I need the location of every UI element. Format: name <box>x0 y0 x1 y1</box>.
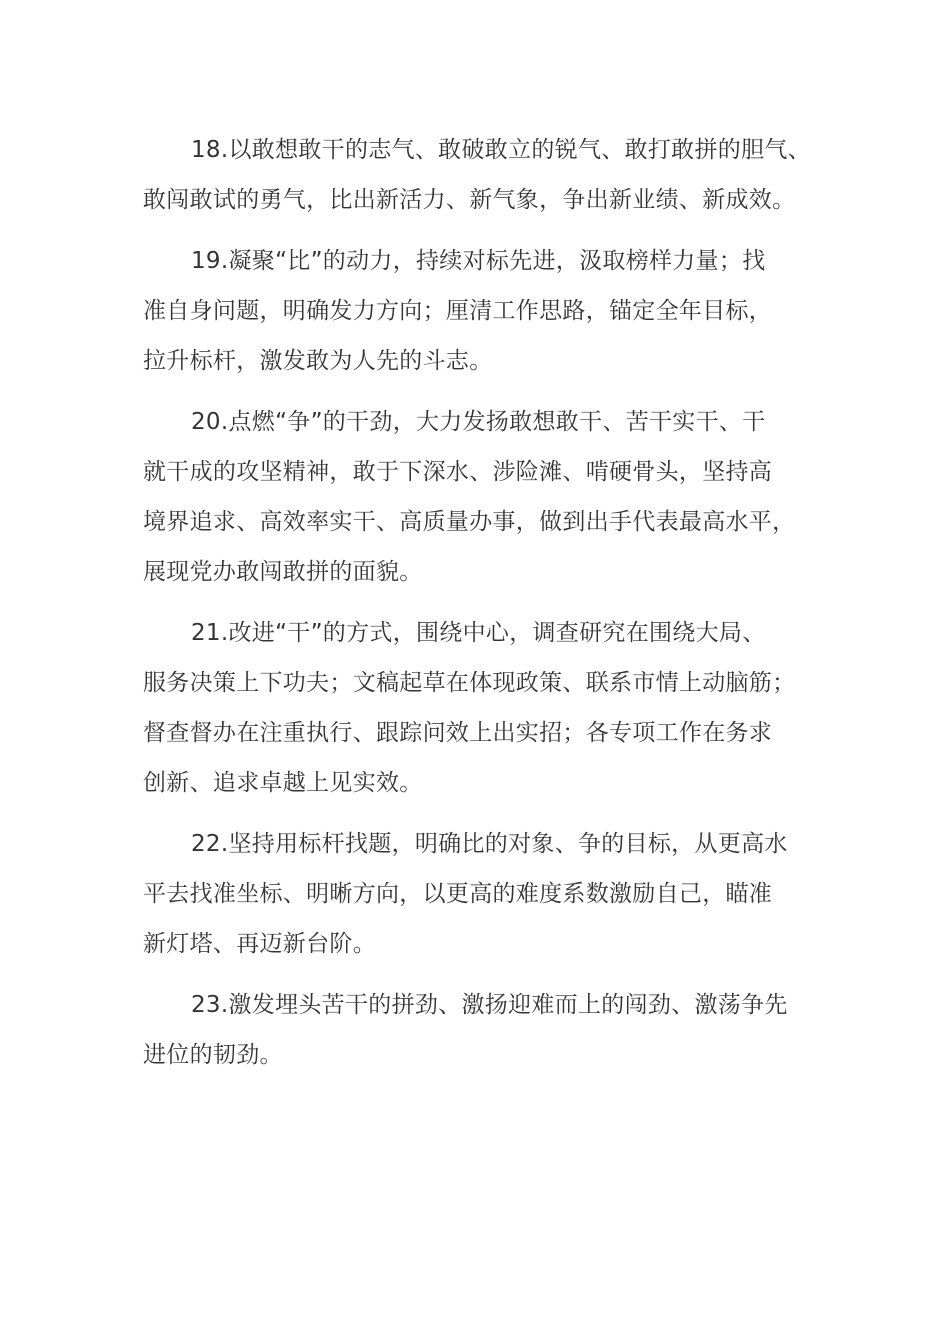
paragraph-22 <box>143 819 823 969</box>
text-line: 督查督办在注重执行、跟踪问效上出实招；各专项工作在务求 <box>143 720 773 746</box>
paragraph-23 <box>143 980 823 1080</box>
text-line: 平去找准坐标、明晰方向，以更高的难度系数激励自己，瞄准 <box>143 881 773 907</box>
text-line: 就干成的攻坚精神，敢于下深水、涉险滩、啃硬骨头，坚持高 <box>143 459 773 485</box>
text-line: 19.凝聚“比”的动力，持续对标先进，汲取榜样力量；找 <box>191 248 766 274</box>
paragraph-18 <box>143 125 823 225</box>
text-line: 23.激发埋头苦干的拼劲、激扬迎难而上的闯劲、激荡争先 <box>191 992 788 1018</box>
paragraph-21 <box>143 608 823 808</box>
text-line: 创新、追求卓越上见实效。 <box>143 770 423 796</box>
text-line: 进位的韧劲。 <box>143 1042 283 1068</box>
text-line: 22.坚持用标杆找题，明确比的对象、争的目标，从更高水 <box>191 831 788 857</box>
text-line: 18.以敢想敢干的志气、敢破敢立的锐气、敢打敢拼的胆气、 <box>191 137 811 163</box>
text-line: 境界追求、高效率实干、高质量办事，做到出手代表最高水平， <box>143 509 796 535</box>
text-line: 新灯塔、再迈新台阶。 <box>143 931 376 957</box>
text-line: 展现党办敢闯敢拼的面貌。 <box>143 559 423 585</box>
text-line: 20.点燃“争”的干劲，大力发扬敢想敢干、苦干实干、干 <box>191 409 766 435</box>
text-line: 敢闯敢试的勇气，比出新活力、新气象，争出新业绩、新成效。 <box>143 187 796 213</box>
paragraph-19 <box>143 236 823 386</box>
paragraph-20 <box>143 397 823 597</box>
document-page <box>143 125 823 1091</box>
text-line: 服务决策上下功夫；文稿起草在体现政策、联系市情上动脑筋； <box>143 670 796 696</box>
text-line: 拉升标杆，激发敢为人先的斗志。 <box>143 348 493 374</box>
text-line: 21.改进“干”的方式，围绕中心，调查研究在围绕大局、 <box>191 620 766 646</box>
text-line: 准自身问题，明确发力方向；厘清工作思路，锚定全年目标， <box>143 298 773 324</box>
